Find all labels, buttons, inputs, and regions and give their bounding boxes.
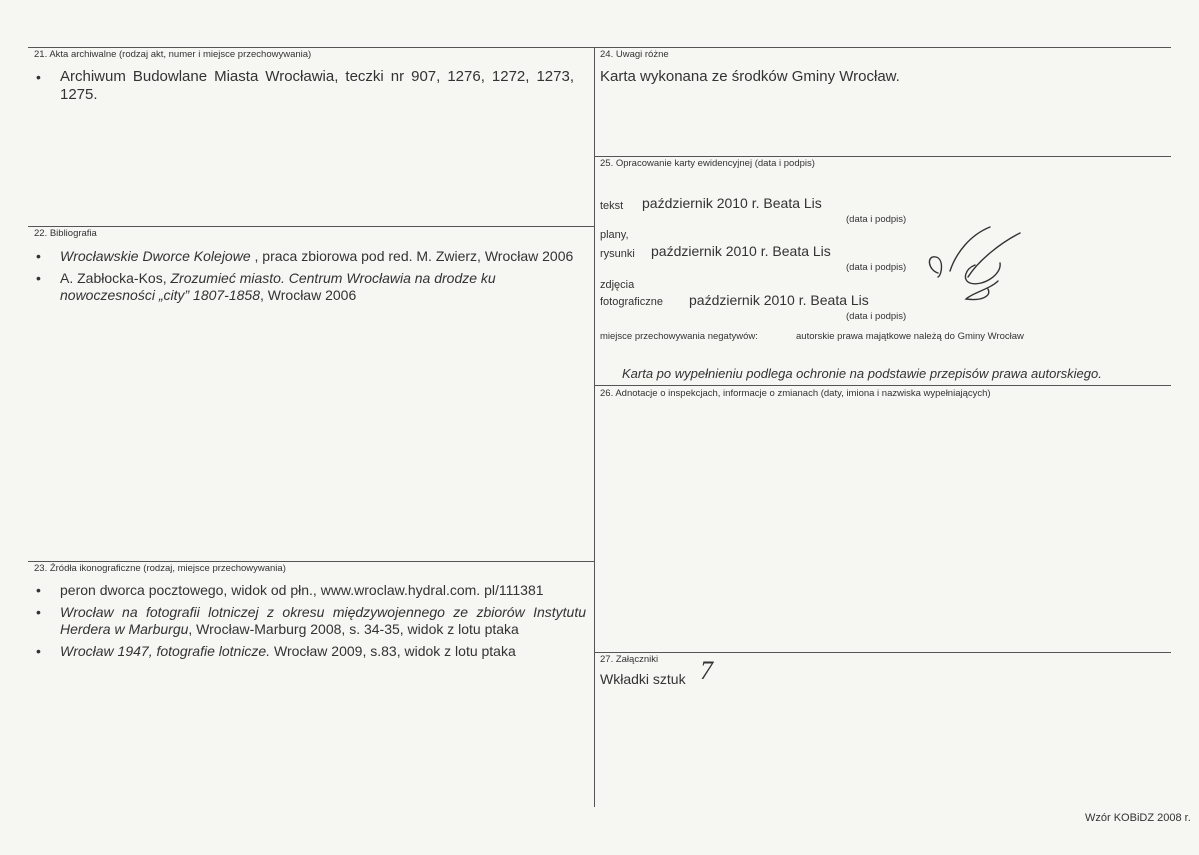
data-podpis-note: (data i podpis) (846, 214, 907, 225)
list-item (34, 248, 574, 265)
divider-25-26 (594, 385, 1171, 386)
field25-label: 25. Opracowanie karty ewidencyjnej (data i podpis) (600, 158, 815, 169)
zdjecia-label: zdjęcia (600, 279, 635, 291)
bib-title: Zrozumieć miasto. Centrum Wrocławia na drodze ku nowoczesności „city” 1807-1858 (60, 270, 496, 303)
foto-value: październik 2010 r. Beata Lis (689, 292, 869, 308)
tekst-label: tekst (600, 200, 624, 212)
field24-text: Karta wykonana ze środków Gminy Wrocław. (600, 68, 900, 85)
field23-label: 23. Źródła ikonograficzne (rodzaj, miejsce przechowywania) (34, 563, 286, 574)
field22-label: 22. Bibliografia (34, 228, 97, 239)
field22-list (34, 248, 574, 309)
list-item (34, 643, 586, 660)
negatywy-label: miejsce przechowywania negatywów: (600, 331, 758, 342)
negatywy-value: autorskie prawa majątkowe należą do Gminy Wrocław (796, 331, 1024, 342)
tekst-value: październik 2010 r. Beata Lis (642, 195, 822, 211)
data-podpis-note: (data i podpis) (846, 311, 907, 322)
top-border (28, 47, 1171, 48)
field26-label: 26. Adnotacje o inspekcjach, informacje o zmianach (daty, imiona i nazwiska wypełniających) (600, 388, 991, 399)
field21-list (34, 68, 574, 109)
divider-24-25 (594, 156, 1171, 157)
list-item: • Archiwum Budowlane Miasta Wrocławia, teczki nr 907, 1276, 1272, 1273, 1275. (34, 68, 574, 104)
field24-label: 24. Uwagi różne (600, 49, 669, 60)
data-podpis-note: (data i podpis) (846, 262, 907, 273)
attachments-text: Wkładki sztuk (600, 671, 686, 687)
bib-title: Wrocławskie Dworce Kolejowe (60, 248, 251, 264)
rysunki-label: rysunki (600, 248, 635, 260)
divider-22-23 (28, 561, 594, 562)
foto-label: fotograficzne (600, 296, 663, 308)
icon-source-rest: Wrocław 2009, s.83, widok z lotu ptaka (270, 643, 516, 659)
divider-21-22 (28, 226, 594, 227)
rysunki-value: październik 2010 r. Beata Lis (651, 243, 831, 259)
signature-image (920, 225, 1030, 315)
field21-label: 21. Akta archiwalne (rodzaj akt, numer i miejsce przechowywania) (34, 49, 312, 60)
bib-rest: , Wrocław 2006 (260, 287, 357, 303)
attachments-count: 7 (700, 656, 713, 685)
column-divider (594, 47, 595, 807)
form-template-footer: Wzór KOBiDZ 2008 r. (1085, 812, 1191, 824)
copyright-notice: Karta po wypełnieniu podlega ochronie na podstawie przepisów prawa autorskiego. (622, 366, 1102, 381)
list-item (34, 270, 574, 304)
list-item (34, 604, 586, 638)
icon-source-title: Wrocław 1947, fotografie lotnicze. (60, 643, 271, 659)
icon-source-title: Wrocław na fotografii lotniczej z okresu międzywojennego ze zbiorów Instytutu Herdera w Marburgu (60, 604, 586, 637)
list-item: • peron dworca pocztowego, widok od płn., www.wroclaw.hydral.com. pl/111381 (34, 582, 586, 599)
divider-26-27 (594, 652, 1171, 653)
plany-label: plany, (600, 229, 629, 241)
bib-rest: , praca zbiorowa pod red. M. Zwierz, Wrocław 2006 (250, 248, 574, 264)
bib-author: A. Zabłocka-Kos, (60, 270, 171, 286)
icon-source-rest: , Wrocław-Marburg 2008, s. 34-35, widok z lotu ptaka (188, 621, 519, 637)
field23-list (34, 582, 586, 665)
field27-label: 27. Załączniki (600, 654, 659, 665)
